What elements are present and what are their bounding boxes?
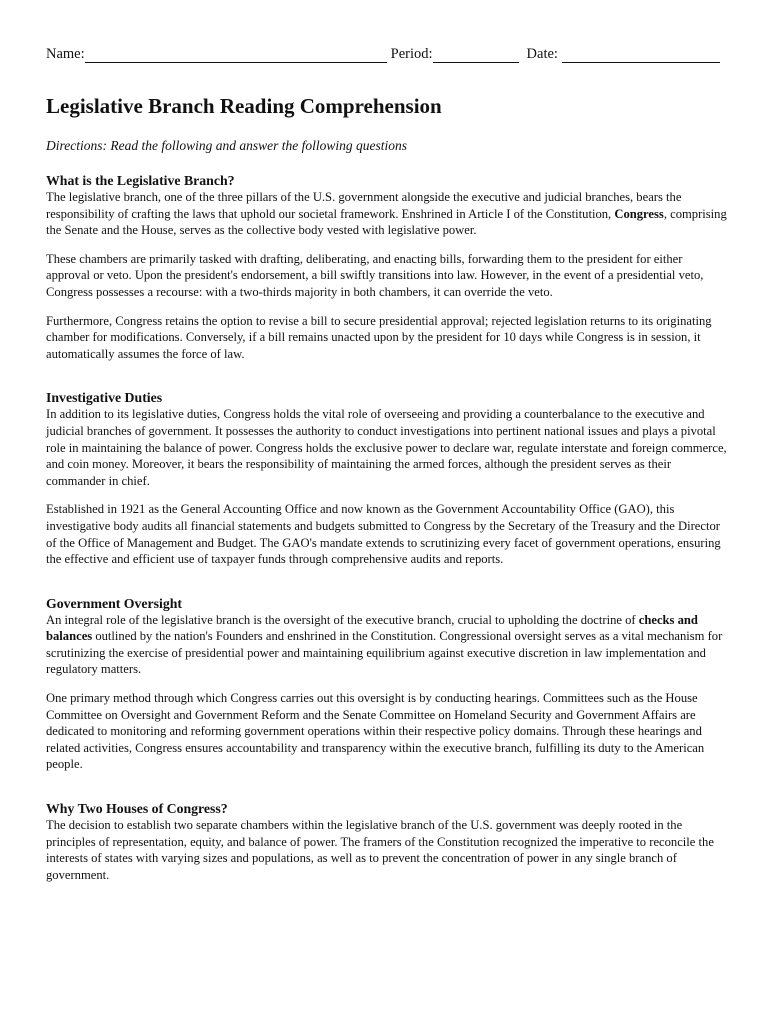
section-investigative-duties [46, 390, 728, 567]
section-heading: Investigative Duties [46, 390, 163, 406]
page-title: Legislative Branch Reading Comprehension [46, 94, 442, 118]
paragraph [46, 189, 728, 239]
paragraph: The decision to establish two separate chambers within the legislative branch of the U.S. government was deeply rooted in the principles of representation, equity, and balance of power. The framers of the Constitution recognized the imperative to reconcile the interests of states with varying sizes and populations, as well as to prevent the concentration of power in any single branch of government. [46, 818, 714, 882]
name-blank[interactable] [85, 48, 387, 63]
directions-text: Directions: Read the following and answer the following questions [46, 138, 407, 153]
bold-term: checks and balances [46, 612, 698, 644]
section-heading: What is the Legislative Branch? [46, 173, 235, 188]
paragraph-text: , comprising the Senate and the House, serves as the collective body vested with legislative power. [46, 206, 727, 238]
section-heading: Why Two Houses of Congress? [46, 801, 228, 817]
name-label: Name: [46, 46, 85, 62]
paragraph: In addition to its legislative duties, Congress holds the vital role of overseeing and providing a counterbalance to the executive and judicial branches of government. It possesses the authority to conduct investigations into pertinent national issues and plays a pivotal role in maintaining the balance of power. Congress holds the exclusive power to declare war, regulate interstate and foreign commerce, and coin money. Moreover, it bears the responsibility of maintaining the armed forces, although the president serves as their commander in chief. [46, 407, 727, 488]
paragraph-text: outlined by the nation's Founders and enshrined in the Constitution. Congressional oversight serves as a vital mechanism for scrutinizing the exercise of presidential power and maintaining equilibrium against executive discretion in law implementation and regulatory matters. [46, 629, 723, 677]
paragraph: These chambers are primarily tasked with drafting, deliberating, and enacting bills, forwarding them to the president for either approval or veto. Upon the president's endorsement, a bill swiftly transitions into law. However, in the event of a presidential veto, Congress possesses a recourse: with a two-thirds majority in both chambers, it can override the veto. [46, 251, 704, 299]
section-government-oversight [46, 596, 728, 773]
date-blank[interactable] [562, 48, 720, 63]
section-heading: Government Oversight [46, 595, 183, 611]
paragraph-text: An integral role of the legislative branch is the oversight of the executive branch, crucial to upholding the doctrine of [46, 612, 639, 627]
reading-content [46, 173, 728, 883]
period-blank[interactable] [433, 48, 519, 63]
paragraph: Established in 1921 as the General Accounting Office and now known as the Government Accountability Office (GAO), this investigative body audits all financial statements and budgets submitted to Congress by the Secretary of the Treasury and the Director of the Office of Management and Budget. The GAO's mandate extends to scrutinizing every facet of government operations, ensuring the effective and efficient use of taxpayer funds through comprehensive audits and reports. [46, 502, 721, 567]
paragraph: Furthermore, Congress retains the option to revise a bill to secure presidential approval; rejected legislation returns to its originating chamber for modifications. Conversely, if a bill remains unacted upon by the president for 10 days while Congress is in session, it automatically assumes the force of law. [46, 313, 712, 361]
student-info-line [46, 46, 726, 63]
date-label: Date: [526, 46, 558, 62]
period-label: Period: [390, 46, 433, 62]
paragraph [46, 612, 728, 678]
paragraph: One primary method through which Congress carries out this oversight is by conducting hearings. Committees such as the House Committee on Oversight and Government Reform and the Senate Committee on Homeland Security and Government Affairs are dedicated to monitoring and reforming government operations within their respective policy domains. Through these hearings and related activities, Congress ensures accountability and transparency within the executive branch, fulfilling its duty to the American people. [46, 691, 705, 772]
bold-term: Congress [614, 206, 664, 221]
paragraph-text: The legislative branch, one of the three pillars of the U.S. government alongside the executive and judicial branches, bears the responsibility of crafting the laws that uphold our societal framework. Enshrined in Article I of the Constitution, [46, 190, 682, 221]
section-why-two-houses [46, 801, 728, 883]
section-what-is-legislative-branch [46, 173, 728, 362]
